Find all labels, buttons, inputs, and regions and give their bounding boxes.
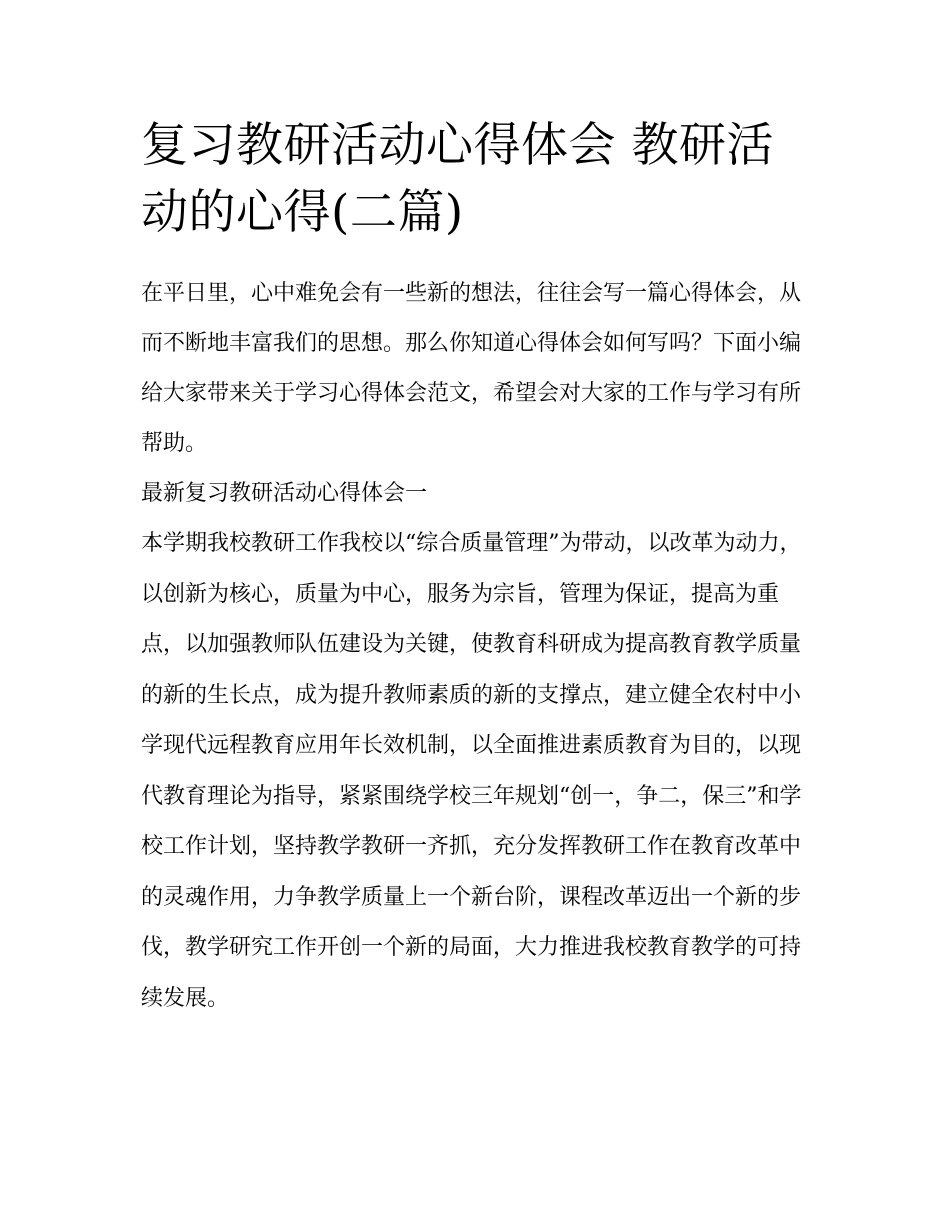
page-content (141, 112, 813, 1024)
body-paragraph: 本学期我校教研工作我校以“综合质量管理”为带动，以改革为动力，以创新为核心，质量为中心，服务为宗旨，管理为保证，提高为重点，以加强教师队伍建设为关键，使教育科研成为提高教育教学质量的新的生长点，成为提升教师素质的新的支撑点，建立健全农村中小学现代远程教育应用年长效机制，以全面推进素质教育为目的，以现代教育理论为指导，紧紧围绕学校三年规划“创一，争二，保三”和学校工作计划，坚持教学教研一齐抓，充分发挥教研工作在教育改革中的灵魂作用，力争教学质量上一个新台阶，课程改革迈出一个新的步伐，教学研究工作开创一个新的局面，大力推进我校教育教学的可持续发展。 (141, 531, 802, 1011)
section-heading: 最新复习教研活动心得体会一 (141, 481, 428, 506)
document-title: 复习教研活动心得体会 教研活动的心得(二篇) (141, 118, 774, 240)
intro-paragraph: 在平日里，心中难免会有一些新的想法，往往会写一篇心得体会，从而不断地丰富我们的思想。那么你知道心得体会如何写吗？下面小编给大家带来关于学习心得体会范文，希望会对大家的工作与学习有所帮助。 (141, 281, 802, 456)
